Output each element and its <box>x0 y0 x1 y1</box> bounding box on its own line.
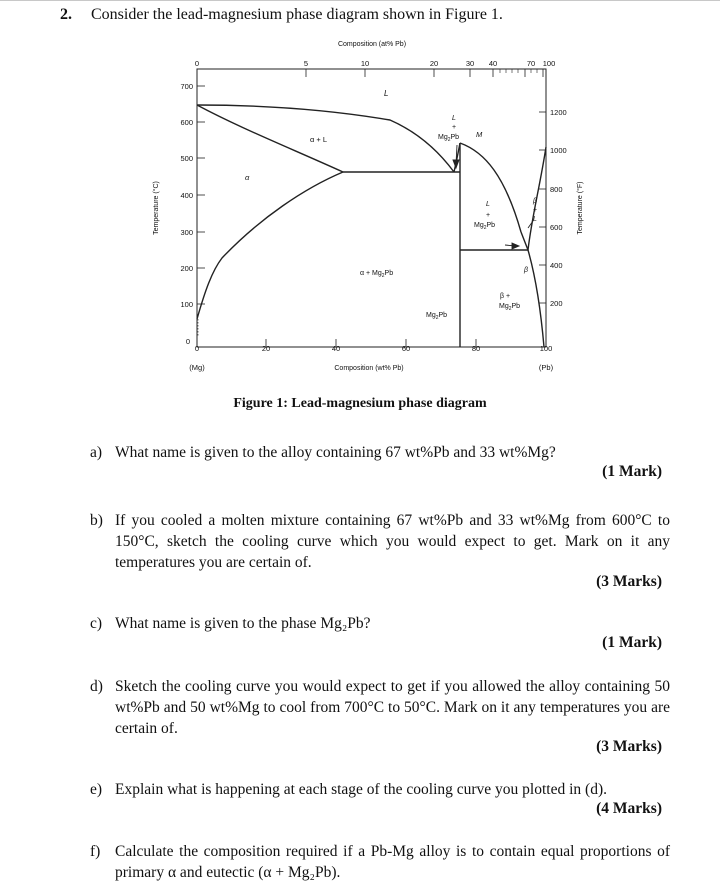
question-part-c <box>90 613 670 634</box>
right-tick-label: 1000 <box>550 146 567 155</box>
bottom-tick-label: 0 <box>194 344 200 353</box>
marks-d: (3 Marks) <box>596 738 662 755</box>
region-beta-mg2pb-phase: $Mg_2Pb$ <box>499 303 521 312</box>
part-text: What name is given to the alloy containing 67 wt%Pb and 33 wt%Mg? <box>115 444 556 461</box>
region-alpha: α <box>245 173 250 182</box>
right-tick-label: 200 <box>550 299 563 308</box>
left-tick-label: 600 <box>180 118 193 127</box>
region-beta: β <box>524 267 528 274</box>
top-tick-label: 40 <box>488 59 498 68</box>
part-label: a) <box>90 444 103 461</box>
left-tick-label: 400 <box>180 191 193 200</box>
top-tick-label: 0 <box>194 59 200 68</box>
top-tick-label: 70 <box>526 59 536 68</box>
region-liquid: L <box>384 89 389 98</box>
part-text: What name is given to the phase Mg₂Pb? <box>115 615 371 632</box>
part-label: b) <box>90 512 103 529</box>
region-l-mg2pb-left-l: L <box>452 115 456 122</box>
region-mg2pb: $Mg_2Pb$ <box>426 312 448 321</box>
right-ticks <box>539 112 546 303</box>
mg-end-label: (Mg) <box>189 363 205 372</box>
region-l-mg2pb-left-phase: $Mg_2Pb$ <box>438 134 460 143</box>
left-axis-title: Temperature (°C) <box>153 181 160 235</box>
right-axis-title: Temperature (°F) <box>577 181 584 235</box>
marks-a: (1 Mark) <box>602 463 662 480</box>
left-tick-label: 700 <box>180 82 193 91</box>
left-tick-label: 100 <box>180 300 193 309</box>
bottom-tick-label: 40 <box>331 344 341 353</box>
part-label: c) <box>90 615 103 632</box>
part-text: Calculate the composition required if a Pb-Mg alloy is to contain equal proportions of primary α and eutectic (α + Mg₂Pb). <box>115 843 670 881</box>
region-l-mg2pb-left-plus: + <box>451 124 457 131</box>
region-l-mg2pb-right-plus: + <box>485 212 491 219</box>
right-tick-label: 800 <box>550 185 563 194</box>
bottom-tick-label: 60 <box>401 344 411 353</box>
figure-caption: Figure 1: Lead-magnesium phase diagram <box>233 396 487 411</box>
left-tick-label: 300 <box>180 228 193 237</box>
marks-c: (1 Mark) <box>602 634 662 651</box>
region-alpha-liquid: α + L <box>310 135 328 144</box>
bottom-ticks <box>266 339 476 347</box>
region-beta-l-plus: + <box>532 207 538 214</box>
marks-b: (3 Marks) <box>596 573 662 590</box>
part-text: If you cooled a molten mixture containing 67 wt%Pb and 33 wt%Mg from 600°C to 150°C, sketch the cooling curve which you would expect to get. Mark on it any temperatures you are certain of. <box>115 512 670 571</box>
top-tick-label: 10 <box>360 59 370 68</box>
plot-frame <box>197 69 546 347</box>
part-text: Sketch the cooling curve you would expect to get if you allowed the alloy containing 50 wt%Pb and 50 wt%Mg to cool from 700°C to 50°C. Mark on it any temperatures you are certain of. <box>115 678 670 737</box>
region-beta-mg2pb-beta: β + <box>499 293 511 300</box>
top-axis-title: Composition (at% Pb) <box>337 41 407 48</box>
left-tick-label: 500 <box>180 154 193 163</box>
part-label: d) <box>90 678 103 695</box>
right-tick-label: 400 <box>550 261 563 270</box>
right-tick-label: 600 <box>550 223 563 232</box>
question-text: Consider the lead-magnesium phase diagram shown in Figure 1. <box>91 6 503 23</box>
top-tick-label: 20 <box>429 59 439 68</box>
marks-e: (4 Marks) <box>596 800 662 817</box>
bottom-tick-label: 80 <box>471 344 481 353</box>
question-part-a <box>90 442 670 463</box>
part-text: Explain what is happening at each stage of the cooling curve you plotted in (d). <box>115 781 607 798</box>
page-top-rule <box>0 0 720 1</box>
bottom-axis-title: Composition (wt% Pb) <box>334 365 404 372</box>
phase-diagram <box>150 36 590 381</box>
top-tick-label: 30 <box>465 59 475 68</box>
question-part-f <box>90 841 670 883</box>
top-tick-label: 100 <box>542 59 556 68</box>
left-ticks <box>197 86 205 304</box>
part-label: f) <box>90 843 101 860</box>
region-l-mg2pb-right-l: L <box>486 201 490 208</box>
region-beta-l-beta: β <box>533 198 537 205</box>
question-part-b <box>90 510 670 573</box>
top-tick-label: 5 <box>303 59 309 68</box>
point-m: M <box>476 130 483 139</box>
left-tick-label: 200 <box>180 264 193 273</box>
bottom-tick-label: 20 <box>261 344 271 353</box>
question-number: 2. <box>60 6 72 23</box>
pb-end-label: (Pb) <box>538 363 554 372</box>
question-part-d <box>90 676 670 739</box>
region-beta-l-l: L <box>533 216 537 223</box>
question-part-e <box>90 779 670 800</box>
bottom-tick-label: 100 <box>539 344 553 353</box>
region-l-mg2pb-right-phase: $Mg_2Pb$ <box>474 222 496 231</box>
top-ticks <box>197 69 543 77</box>
right-tick-label: 1200 <box>550 108 567 117</box>
region-alpha-mg2pb: $\alpha + Mg_2Pb$ <box>360 270 394 279</box>
left-tick-label: 0 <box>185 337 190 346</box>
part-label: e) <box>90 781 103 798</box>
